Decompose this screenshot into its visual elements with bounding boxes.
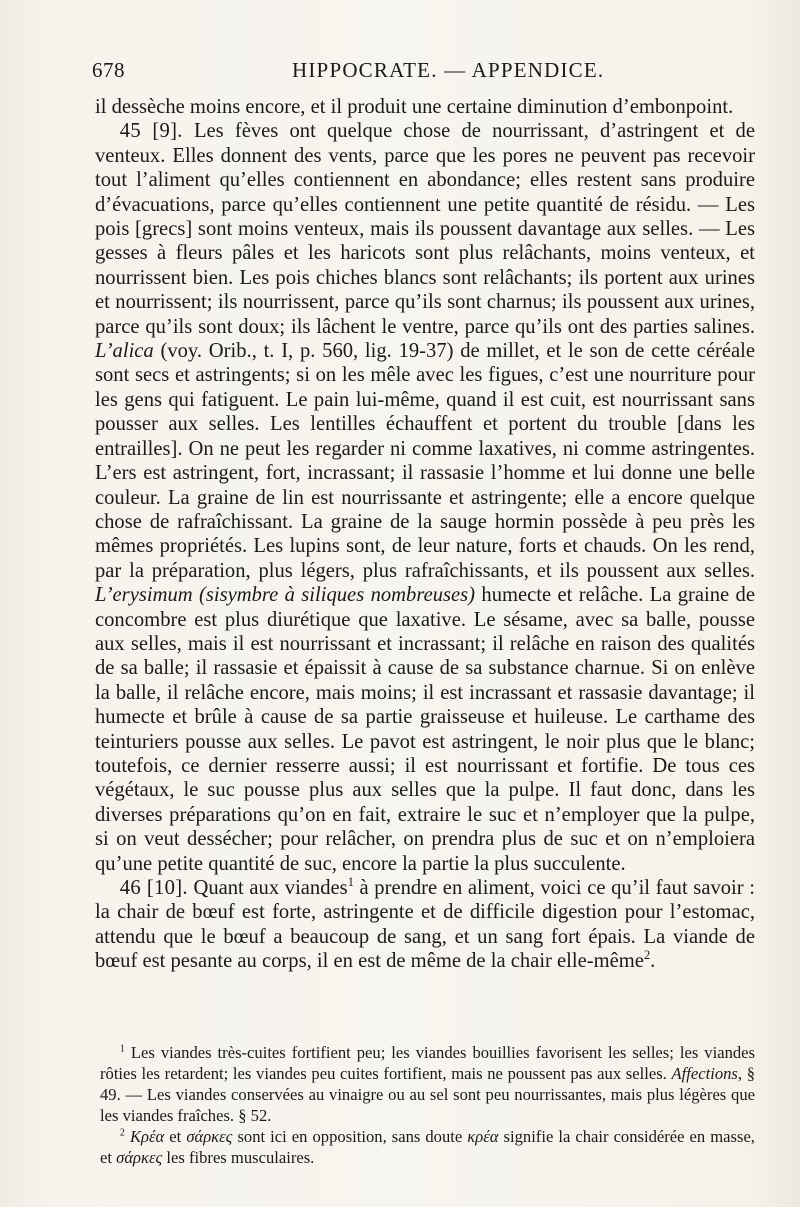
footnote-text: signifie la chair considérée en masse, et [100, 1127, 755, 1167]
footnote-text: Les viandes très-cuites fortifient peu; les viandes bouillies favorisent les selles; les viandes rôties les retardent; les viandes peu cuites fortifient, mais ne poussent pas aux selles. [100, 1043, 755, 1083]
paragraph-text: Quant aux viandes [193, 877, 348, 899]
footnote-ref: 1 [347, 875, 354, 890]
footnotes [100, 1042, 755, 1168]
footnote-1 [100, 1042, 755, 1126]
term-alica: L’alica [95, 340, 154, 363]
paragraph-46 [95, 876, 755, 974]
footnote-reference: Affections [671, 1064, 738, 1083]
paragraph-45 [95, 119, 755, 876]
footnote-text: les fibres musculaires. [166, 1148, 315, 1167]
footnote-ref: 2 [643, 948, 651, 963]
paragraph-end: . [650, 950, 656, 973]
greek-word: Κρέα [129, 1127, 165, 1146]
footnote-text: et [169, 1127, 182, 1146]
page-header [92, 58, 750, 86]
section-number: 45 [9]. [119, 120, 183, 143]
greek-word: σάρκες [186, 1127, 233, 1146]
paragraph-continuation [95, 95, 755, 119]
term-erysimum: L’erysimum (sisymbre à siliques nombreuses) [95, 584, 476, 607]
paragraph-text: à prendre en aliment, voici ce qu’il faut savoir : la chair de bœuf est forte, astringente et de difficile digestion pour l’estomac, attendu que le bœuf a beaucoup de sang, et un sang fort épais. La viande de bœuf est pesante au corps, il en est de même de la chair elle-même [95, 877, 755, 973]
footnote-text: sont ici en opposition, sans doute [237, 1127, 463, 1146]
section-number: 46 [10]. [119, 877, 188, 899]
footnote-mark: 1 [119, 1043, 125, 1055]
footnote-2 [100, 1126, 755, 1168]
main-text [95, 95, 755, 974]
footnote-mark: 2 [119, 1127, 125, 1139]
paragraph-text: humecte et relâche. La graine de concombre est plus diurétique que laxative. Le sésame, avec sa balle, pousse aux selles, mais il est nourrissant et incrassant; il relâche en raison des qualités de sa balle; il rassasie et épaissit à cause de sa substance charnue. Si on enlève la balle, il relâche encore, mais moins; il est incrassant et rassasie davantage; il humecte et brûle à cause de sa partie graisseuse et huileuse. Le carthame des teinturiers pousse aux selles. Le pavot est astringent, le noir plus que le blanc; toutefois, ce dernier resserre aussi; il est nourrissant et fortifie. De tous ces végétaux, le suc pousse plus aux selles que la pulpe. Il faut donc, dans les diverses préparations qu’on en fait, extraire le suc et n’employer que la pulpe, si on veut dessécher; pour relâcher, on prendra plus de suc et on n’emploiera qu’une petite quantité de suc, encore la partie la plus succulente. [95, 584, 755, 875]
running-head: HIPPOCRATE. — APPENDICE. [292, 58, 605, 82]
paragraph-text: (voy. Orib., t. I, p. 560, lig. 19-37) de millet, et le son de cette céréale sont secs et astringents; si on les mêle avec les figues, c’est une nourriture pour les gens qui fatiguent. Le pain lui-même, quand il est cuit, est nourrissant sans pousser aux selles. Les lentilles échauffent et portent du trouble [dans les entrailles]. On ne peut les regarder ni comme laxatives, ni comme astringentes. L’ers est astringent, fort, incrassant; il rassasie l’homme et lui donne une belle couleur. La graine de lin est nourrissante et astringente; elle a encore quelque chose de rafraîchissant. La graine de la sauge hormin possède à peu près les mêmes propriétés. Les lupins sont, de leur nature, forts et chauds. On les rend, par la préparation, plus légers, plus rafraîchissants, et ils poussent aux selles. [95, 340, 755, 582]
greek-word: σάρκες [116, 1148, 163, 1167]
footnote-text: , § 49. — Les viandes conservées au vinaigre ou au sel sont peu nourrissantes, mais plus légères que les viandes fraîches. § 52. [100, 1064, 756, 1125]
page-number: 678 [92, 58, 125, 82]
paragraph-text: Les fèves ont quelque chose de nourrissant, d’astringent et de venteux. Elles donnent des vents, parce que les pores ne peuvent pas recevoir tout l’aliment qu’elles contiennent en abondance; elles restent sans produire d’évacuations, parce qu’elles contiennent une petite quantité de résidu. — Les pois [grecs] sont moins venteux, mais ils poussent davantage aux selles. — Les gesses à fleurs pâles et les haricots sont plus relâchants, moins venteux, et nourrissent bien. Les pois chiches blancs sont relâchants; ils portent aux urines et nourrissent; ils nourrissent, parce qu’ils sont charnus; ils poussent aux urines, parce qu’ils sont doux; ils lâchent le ventre, parce qu’ils ont des parties salines. [95, 120, 755, 338]
greek-word: κρέα [467, 1127, 499, 1146]
paragraph-text: il dessèche moins encore, et il produit une certaine diminution d’embonpoint. [95, 96, 734, 118]
